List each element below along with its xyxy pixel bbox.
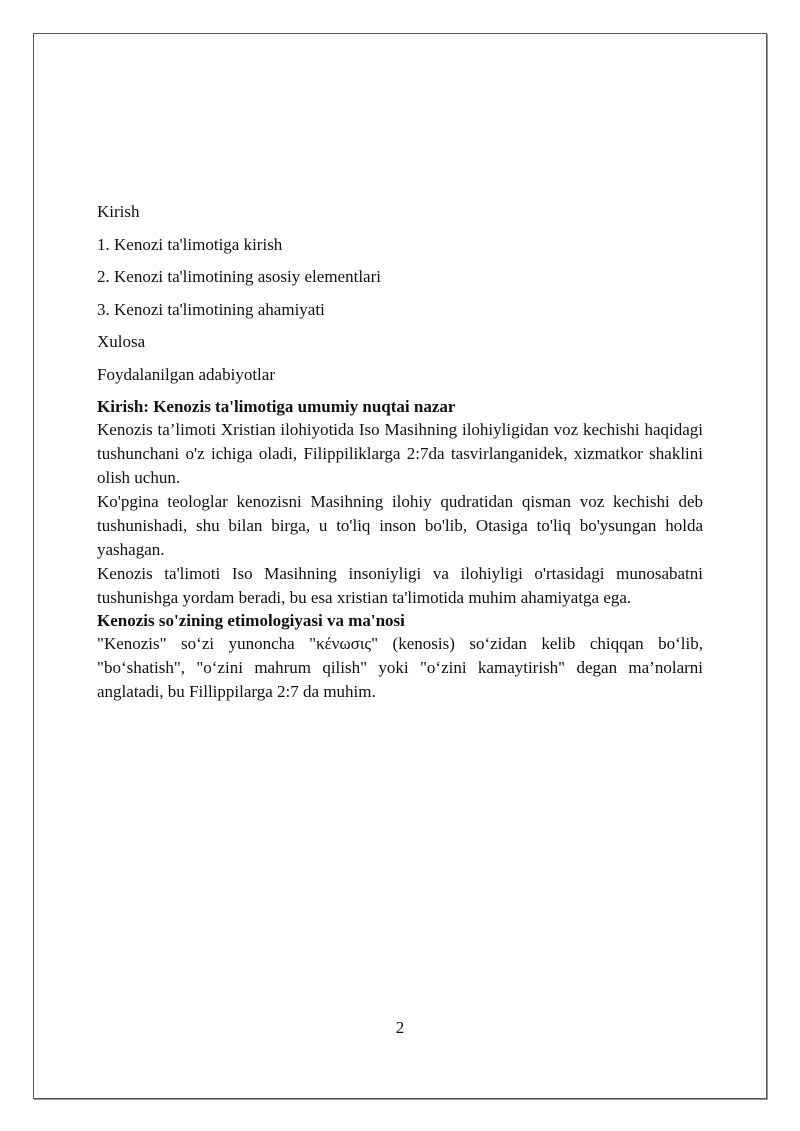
toc-item-conclusion: Xulosa [97, 332, 146, 351]
toc-item-chapter-3: 3. Kenozi ta'limotining ahamiyati [97, 299, 325, 319]
toc-item-introduction: Kirish [97, 202, 140, 221]
paragraph: Kenozis ta’limoti Xristian ilohiyotida Iso Masihning ilohiyligidan voz kechishi haqidagi tushunchani o'z ichiga oladi, Filippiliklarga 2:7da tasvirlanganidek, xizmatkor shaklini olish uchun. [97, 420, 703, 487]
paragraph: Ko'pgina teologlar kenozisni Masihning ilohiy qudratidan qisman voz kechishi deb tushunishadi, shu bilan birga, u to'liq inson bo'lib, Otasiga to'liq bo'ysungan holda yashagan. [97, 492, 703, 559]
table-of-contents [97, 201, 703, 386]
document-page [33, 33, 767, 1099]
section-heading-introduction: Kirish: Kenozis ta'limotiga umumiy nuqtai nazar [97, 397, 456, 416]
page-number: 2 [395, 1018, 405, 1037]
paragraph: Kenozis ta'limoti Iso Masihning insoniyligi va ilohiyligi o'rtasidagi munosabatni tushunishga yordam beradi, bu esa xristian ta'limotida muhim ahamiyatga ega. [97, 564, 703, 607]
paragraph: "Kenozis" so‘zi yunoncha "κένωσις" (kenosis) so‘zidan kelib chiqqan bo‘lib, "bo‘shatish", "o‘zini mahrum qilish" yoki "o‘zini kamaytirish" degan ma’nolarni anglatadi, bu Fillippilarga 2:7 da muhim. [97, 634, 703, 701]
toc-item-chapter-2: 2. Kenozi ta'limotining asosiy elementlari [97, 267, 381, 286]
toc-item-chapter-1: 1. Kenozi ta'limotiga kirish [97, 234, 283, 254]
toc-item-references: Foydalanilgan adabiyotlar [97, 364, 275, 384]
section-heading-etymology: Kenozis so'zining etimologiyasi va ma'nosi [97, 611, 405, 630]
page-content [97, 201, 703, 704]
